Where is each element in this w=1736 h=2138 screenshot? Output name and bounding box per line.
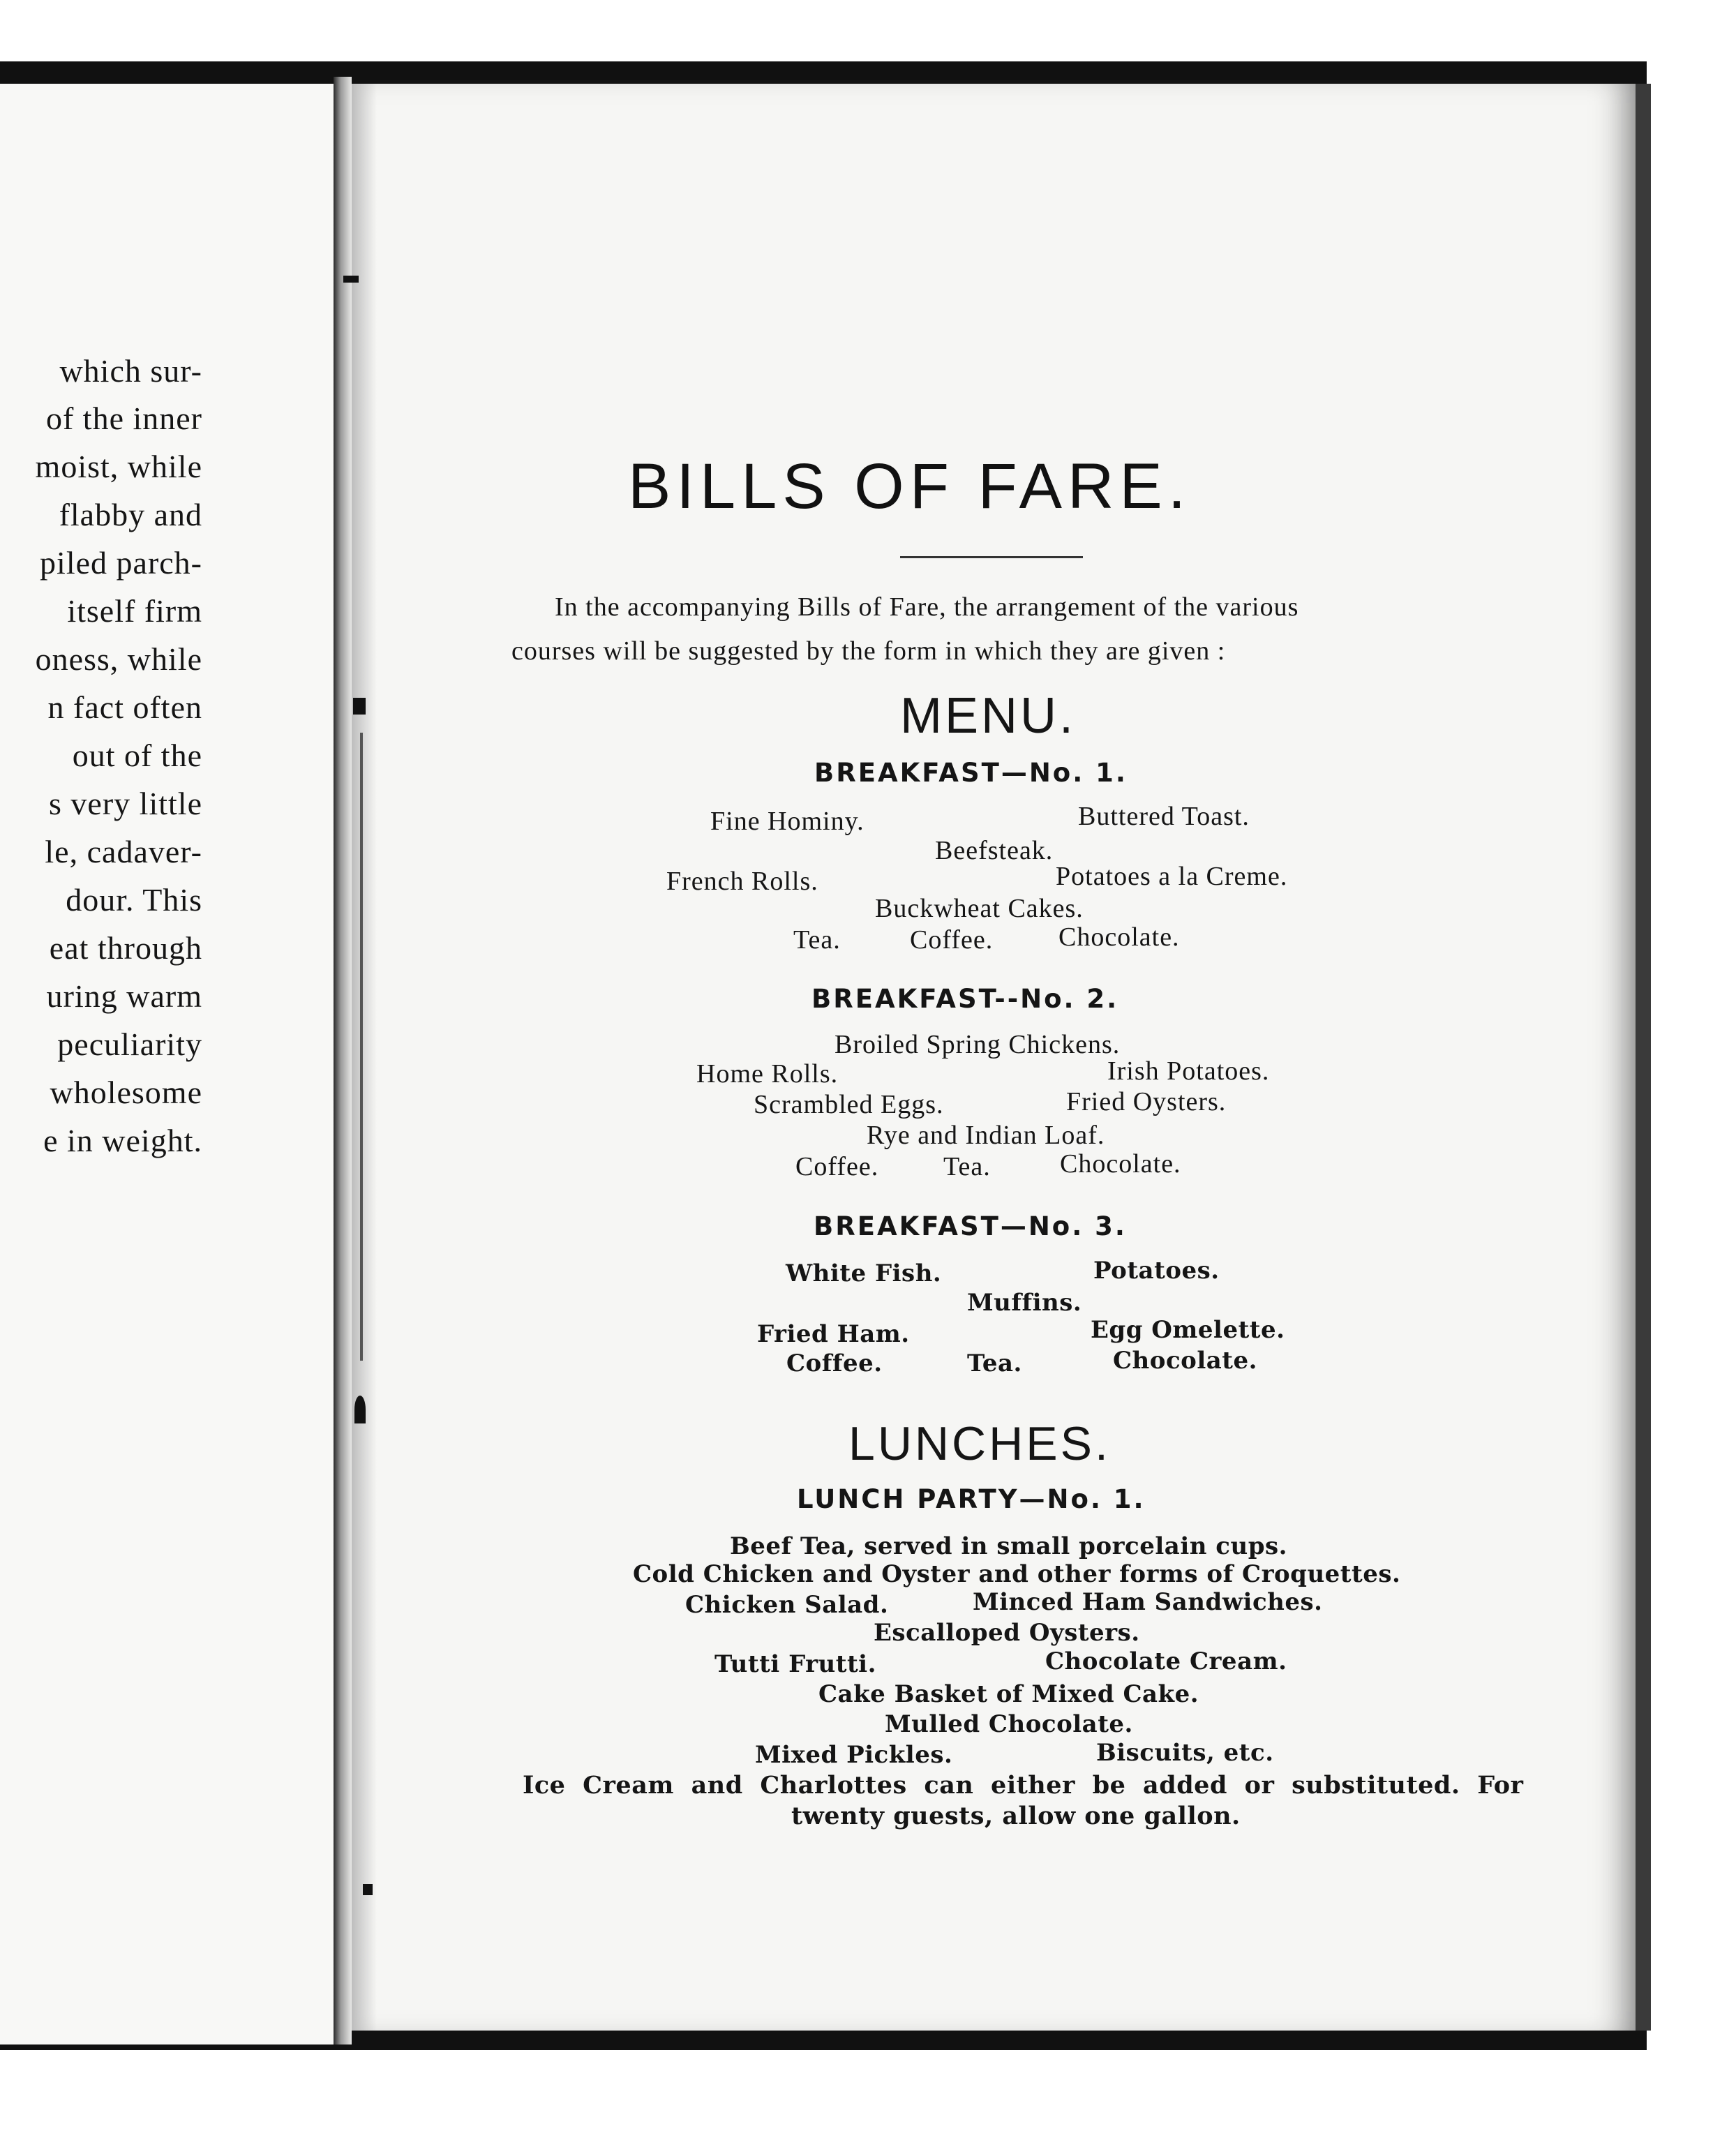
left-text-line: piled parch- bbox=[40, 545, 202, 581]
left-text-line: out of the bbox=[72, 738, 202, 773]
gutter-crease bbox=[360, 733, 363, 1361]
menu-item: French Rolls. bbox=[666, 867, 818, 896]
menu-item: Chocolate. bbox=[1060, 1149, 1181, 1179]
menu-item: Fried Ham. bbox=[757, 1320, 910, 1348]
menu-item: Rye and Indian Loaf. bbox=[867, 1121, 1105, 1150]
menu-item: Mulled Chocolate. bbox=[885, 1710, 1133, 1738]
menu-item: Fried Oysters. bbox=[1066, 1087, 1227, 1116]
menu-item: Beef Tea, served in small porcelain cups. bbox=[730, 1532, 1287, 1560]
menu-item: Scrambled Eggs. bbox=[754, 1090, 944, 1119]
menu-item: Biscuits, etc. bbox=[1096, 1739, 1274, 1767]
menu-heading: MENU. bbox=[900, 688, 1076, 744]
gutter-stitch-mark bbox=[353, 698, 366, 715]
section-heading-lunch-1: LUNCH PARTY—No. 1. bbox=[797, 1484, 1146, 1514]
menu-item: Muffins. bbox=[967, 1289, 1082, 1317]
menu-item: Chocolate. bbox=[1058, 922, 1180, 952]
menu-item: Irish Potatoes. bbox=[1107, 1056, 1270, 1086]
left-text-line: which sur- bbox=[59, 353, 202, 389]
menu-item: Chocolate Cream. bbox=[1045, 1647, 1287, 1675]
menu-item: Mixed Pickles. bbox=[755, 1741, 953, 1769]
menu-item: Tea. bbox=[793, 925, 841, 955]
gutter-stitch-mark bbox=[343, 276, 359, 283]
lunch-note-line: twenty guests, allow one gallon. bbox=[791, 1802, 1241, 1830]
lunches-heading: LUNCHES. bbox=[848, 1417, 1111, 1470]
section-heading-breakfast-3: BREAKFAST—No. 3. bbox=[814, 1211, 1127, 1241]
left-text-line: itself firm bbox=[67, 593, 202, 629]
left-page-text bbox=[0, 0, 202, 2138]
left-text-line: le, cadaver- bbox=[45, 834, 202, 869]
lunch-note-line: Ice Cream and Charlottes can either be added or substituted. For bbox=[523, 1771, 1524, 1800]
page-title: BILLS OF FARE. bbox=[628, 451, 1192, 522]
menu-item: Coffee. bbox=[910, 925, 994, 955]
menu-item: Chicken Salad. bbox=[685, 1591, 889, 1619]
intro-text-line: courses will be suggested by the form in which they are given : bbox=[511, 636, 1226, 666]
menu-item: Potatoes a la Creme. bbox=[1056, 862, 1288, 891]
menu-item: Tea. bbox=[943, 1152, 991, 1181]
gutter-stitch-mark bbox=[363, 1884, 373, 1895]
left-text-line: oness, while bbox=[35, 641, 202, 677]
menu-item: Beefsteak. bbox=[935, 836, 1054, 865]
menu-item: White Fish. bbox=[786, 1259, 942, 1287]
menu-item: Tea. bbox=[967, 1350, 1022, 1377]
left-text-line: eat through bbox=[49, 930, 202, 966]
gutter-stitch-mark bbox=[354, 1396, 366, 1423]
menu-item: Buckwheat Cakes. bbox=[875, 894, 1084, 923]
left-text-line: dour. This bbox=[66, 882, 202, 918]
gutter-shadow bbox=[352, 84, 377, 2031]
menu-item: Cold Chicken and Oyster and other forms of Croquettes. bbox=[633, 1560, 1401, 1588]
title-rule bbox=[900, 556, 1083, 558]
menu-item: Cake Basket of Mixed Cake. bbox=[818, 1680, 1199, 1708]
menu-item: Fine Hominy. bbox=[710, 807, 865, 836]
menu-item: Buttered Toast. bbox=[1078, 802, 1250, 831]
menu-item: Home Rolls. bbox=[696, 1059, 839, 1089]
intro-text-line: In the accompanying Bills of Fare, the arrangement of the various bbox=[555, 592, 1299, 622]
left-text-line: n fact often bbox=[47, 689, 202, 725]
menu-item: Broiled Spring Chickens. bbox=[835, 1030, 1121, 1059]
left-text-line: e in weight. bbox=[43, 1123, 202, 1158]
left-text-line: moist, while bbox=[35, 449, 202, 484]
left-text-line: of the inner bbox=[45, 401, 202, 436]
menu-item: Minced Ham Sandwiches. bbox=[973, 1588, 1323, 1616]
left-text-line: flabby and bbox=[59, 497, 202, 532]
left-text-line: wholesome bbox=[50, 1075, 202, 1110]
left-text-line: s very little bbox=[49, 786, 202, 821]
menu-item: Coffee. bbox=[795, 1152, 879, 1181]
menu-item: Coffee. bbox=[786, 1350, 883, 1377]
book-spine bbox=[334, 77, 352, 2044]
menu-item: Egg Omelette. bbox=[1091, 1316, 1285, 1344]
section-heading-breakfast-2: BREAKFAST--No. 2. bbox=[811, 984, 1119, 1014]
menu-item: Tutti Frutti. bbox=[714, 1650, 876, 1678]
section-heading-breakfast-1: BREAKFAST—No. 1. bbox=[814, 758, 1128, 788]
left-text-line: uring warm bbox=[46, 978, 202, 1014]
menu-item: Potatoes. bbox=[1093, 1257, 1220, 1285]
menu-item: Chocolate. bbox=[1113, 1347, 1257, 1375]
menu-item: Escalloped Oysters. bbox=[874, 1619, 1140, 1647]
left-text-line: peculiarity bbox=[57, 1026, 202, 1062]
